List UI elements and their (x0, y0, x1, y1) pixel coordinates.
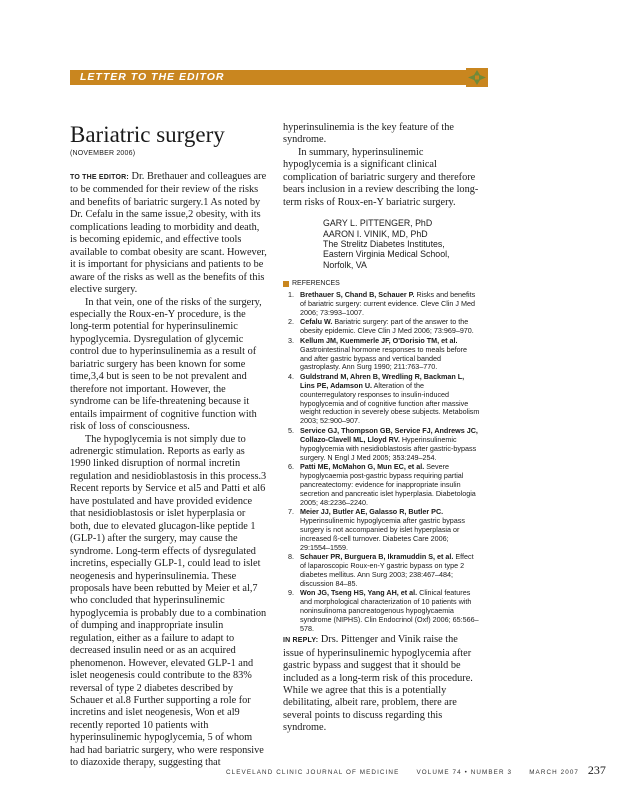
reference-text: Hyperinsulinemic hypoglycemia after gastric bypass surgery is not accompanied by islet hyperplasia or increased ß-cell turnover. Diabetes Care 2006; 29:1554–1559. (300, 515, 465, 552)
reference-authors: Service GJ, Thompson GB, Service FJ, Andrews JC, Collazo-Clavell ML, Lloyd RV. (300, 425, 478, 444)
reference-item (283, 318, 480, 336)
paragraph-1 (70, 171, 267, 297)
reference-item (283, 337, 480, 373)
reference-number: 3. (288, 335, 294, 345)
reference-authors: Meier JJ, Butler AE, Galasso R, Butler PC. (300, 506, 444, 516)
reference-text: Bariatric surgery: part of the answer to the obesity epidemic. Cleve Clin J Med 2006; 73:969–970. (300, 317, 474, 336)
signature (323, 218, 480, 270)
reference-item (283, 373, 480, 426)
right-column (283, 122, 480, 735)
reference-list (283, 291, 480, 633)
to-editor-lead: TO THE EDITOR: (70, 174, 129, 181)
reference-item (283, 589, 480, 634)
reference-authors: Kellum JM, Kuemmerle JF, O'Dorisio TM, et al. (300, 335, 458, 345)
signature-line: Norfolk, VA (323, 259, 367, 270)
in-reply-lead: IN REPLY: (283, 637, 319, 645)
reference-item (283, 553, 480, 589)
reply-text: Drs. Pittenger and Vinik raise the issue of hyperinsulinemic hypoglycemia after gastric bypass and suggest that it should be included as a long-term risk of this procedure. While we agree that this is a potentially debilitating, albeit rare, problem, there are several points to discuss regarding this syndrome. (283, 634, 473, 734)
footer-journal: CLEVELAND CLINIC JOURNAL OF MEDICINE (226, 769, 400, 776)
footer-volume: VOLUME 74 • NUMBER 3 (416, 769, 513, 776)
reference-number: 7. (288, 506, 294, 516)
reference-authors: Patti ME, McMahon G, Mun EC, et al. (300, 461, 425, 471)
references-heading (283, 280, 480, 287)
reference-authors: Won JG, Tseng HS, Yang AH, et al. (300, 588, 418, 598)
journal-logo-icon (466, 68, 488, 87)
reference-number: 1. (288, 290, 294, 300)
reference-text: Risks and benefits of bariatric surgery: current evidence. Cleve Clin J Med 2006; 73:993–1007. (300, 290, 476, 318)
paragraph-4: In summary, hyperinsulinemic hypoglycemia is a significant clinical complication of bariatric surgery and therefore bears inclusion in a review describing the long-term risks of Roux-en-Y bariatric surgery. (283, 146, 479, 208)
reference-item (283, 427, 480, 463)
reference-number: 2. (288, 317, 294, 327)
reference-item (283, 463, 480, 508)
page-footer (226, 763, 606, 778)
footer-date: MARCH 2007 (529, 769, 580, 776)
article-title: Bariatric surgery (70, 122, 225, 147)
signature-line: GARY L. PITTENGER, PhD (323, 218, 433, 229)
reference-authors: Schauer PR, Burguera B, Ikramuddin S, et al. (300, 551, 454, 561)
reference-text: Hyperinsulinemic hypoglycemia with nesidioblastosis after gastric-bypass surgery. N Engl J Med 2005; 353:249–254. (300, 434, 477, 462)
section-banner (70, 70, 480, 85)
reference-text: Severe hypoglycaemia post-gastric bypass requiring partial pancreatectomy: evidence for inappropriate insulin secretion and pancreatic islet hyperplasia. Diabetologia 2005; 48:2236–2240. (300, 461, 476, 507)
reference-authors: Guldstrand M, Ahren B, Wredling R, Backman L, Lins PE, Adamson U. (300, 371, 465, 390)
paragraph-3: The hypoglycemia is not simply due to adrenergic stimulation. Reports as early as 1990 linked disruption of normal incretin regulation and nesidioblastosis in this process.3 Recent reports by Service et al5 and Patti et al6 have postulated and have provided evidence that nesidioblastosis or islet hyperplasia or both, due to elevated glucagon-like peptide 1 (GLP-1) after the surgery, may cause the syndrome. Long-term effects of dysregulated incretins, especially GLP-1, could lead to islet neogenesis and hyperinsulinemia. These proposals have been rebutted by Meier et al,7 who concluded that hyperinsulinemic hypoglycemia is probably due to a combination of dumping and inappropriate insulin regulation, either as a failure to adapt to decreased insulin need or as an acquired phenomenon. However, elevated GLP-1 and islet neogenesis could contribute to the 83% reversal of type 2 diabetes described by Schauer et al.8 Further supporting a role for incretins and islet neogenesis, Won et al9 recently reported 10 patients with hyperinsulinemic hypoglycemia, 5 of whom had had bariatric surgery, who were responsive to diazoxide therapy, suggesting that (70, 433, 267, 769)
section-label: LETTER TO THE EDITOR (80, 71, 225, 83)
reference-item (283, 291, 480, 318)
paragraph-1-text: Dr. Brethauer and colleagues are to be commended for their review of the risks and benefits of bariatric surgery.1 As noted by Dr. Cefalu in the same issue,2 obesity, with its complications leading to morbidity and death, is becoming epidemic, and effective tools available to combat obesity are scant. However, it is important for physicians and patients to be aware of the risks as well as the benefits of this elective surgery. (70, 171, 267, 296)
reference-text: Clinical features and morphological characterization of 10 patients with noninsulinoma pancreatogenous hypoglycaemia syndrome (NIPHS). Clin Endocrinol (Oxf) 2006; 65:566–578. (300, 588, 479, 633)
article-date: (NOVEMBER 2006) (70, 150, 136, 157)
paragraph-3-continued: hyperinsulinemia is the key feature of the syndrome. (283, 122, 454, 146)
reference-text: Gastrointestinal hormone responses to meals before and after gastric bypass and vertical banded gastroplasty. Ann Surg 1990; 211:763–770. (300, 344, 467, 372)
signature-line: The Strelitz Diabetes Institutes, (323, 238, 445, 249)
reference-number: 9. (288, 588, 294, 598)
reference-text: Effect of laparoscopic Roux-en-Y gastric bypass on type 2 diabetes mellitus. Ann Surg 2003; 238:467–484; discussion 84–85. (300, 551, 474, 588)
left-column (70, 122, 267, 770)
page-number: 237 (587, 763, 606, 777)
reference-authors: Brethauer S, Chand B, Schauer P. (300, 290, 415, 300)
references-heading-text: REFERENCES (292, 280, 340, 288)
square-bullet-icon (283, 281, 289, 287)
reply-paragraph (283, 634, 480, 735)
reference-item (283, 508, 480, 553)
reference-number: 4. (288, 371, 294, 381)
signature-line: Eastern Virginia Medical School, (323, 249, 450, 260)
paragraph-2: In that vein, one of the risks of the surgery, especially the Roux-en-Y procedure, is the long-term potential for hyperinsulinemic hypoglycemia. Dysregulation of glycemic control due to hyperinsulinemia as a result of bariatric surgery has been known for some time,3,4 but is seen to be not prevalent and therefore not important. However, the syndrome can be life-threatening because it entails impairment of cognitive function with risk of loss of consciousness. (70, 296, 262, 433)
reference-number: 8. (288, 551, 294, 561)
reference-number: 6. (288, 461, 294, 471)
reference-text: Alteration of the counterregulatory responses to insulin-induced hypoglycemia and of cognitive function after massive weight reduction in severely obese subjects. Metabolism 2003; 52:900–907. (300, 380, 480, 426)
reference-authors: Cefalu W. (300, 317, 333, 327)
reference-number: 5. (288, 425, 294, 435)
signature-line: AARON I. VINIK, MD, PhD (323, 228, 428, 239)
